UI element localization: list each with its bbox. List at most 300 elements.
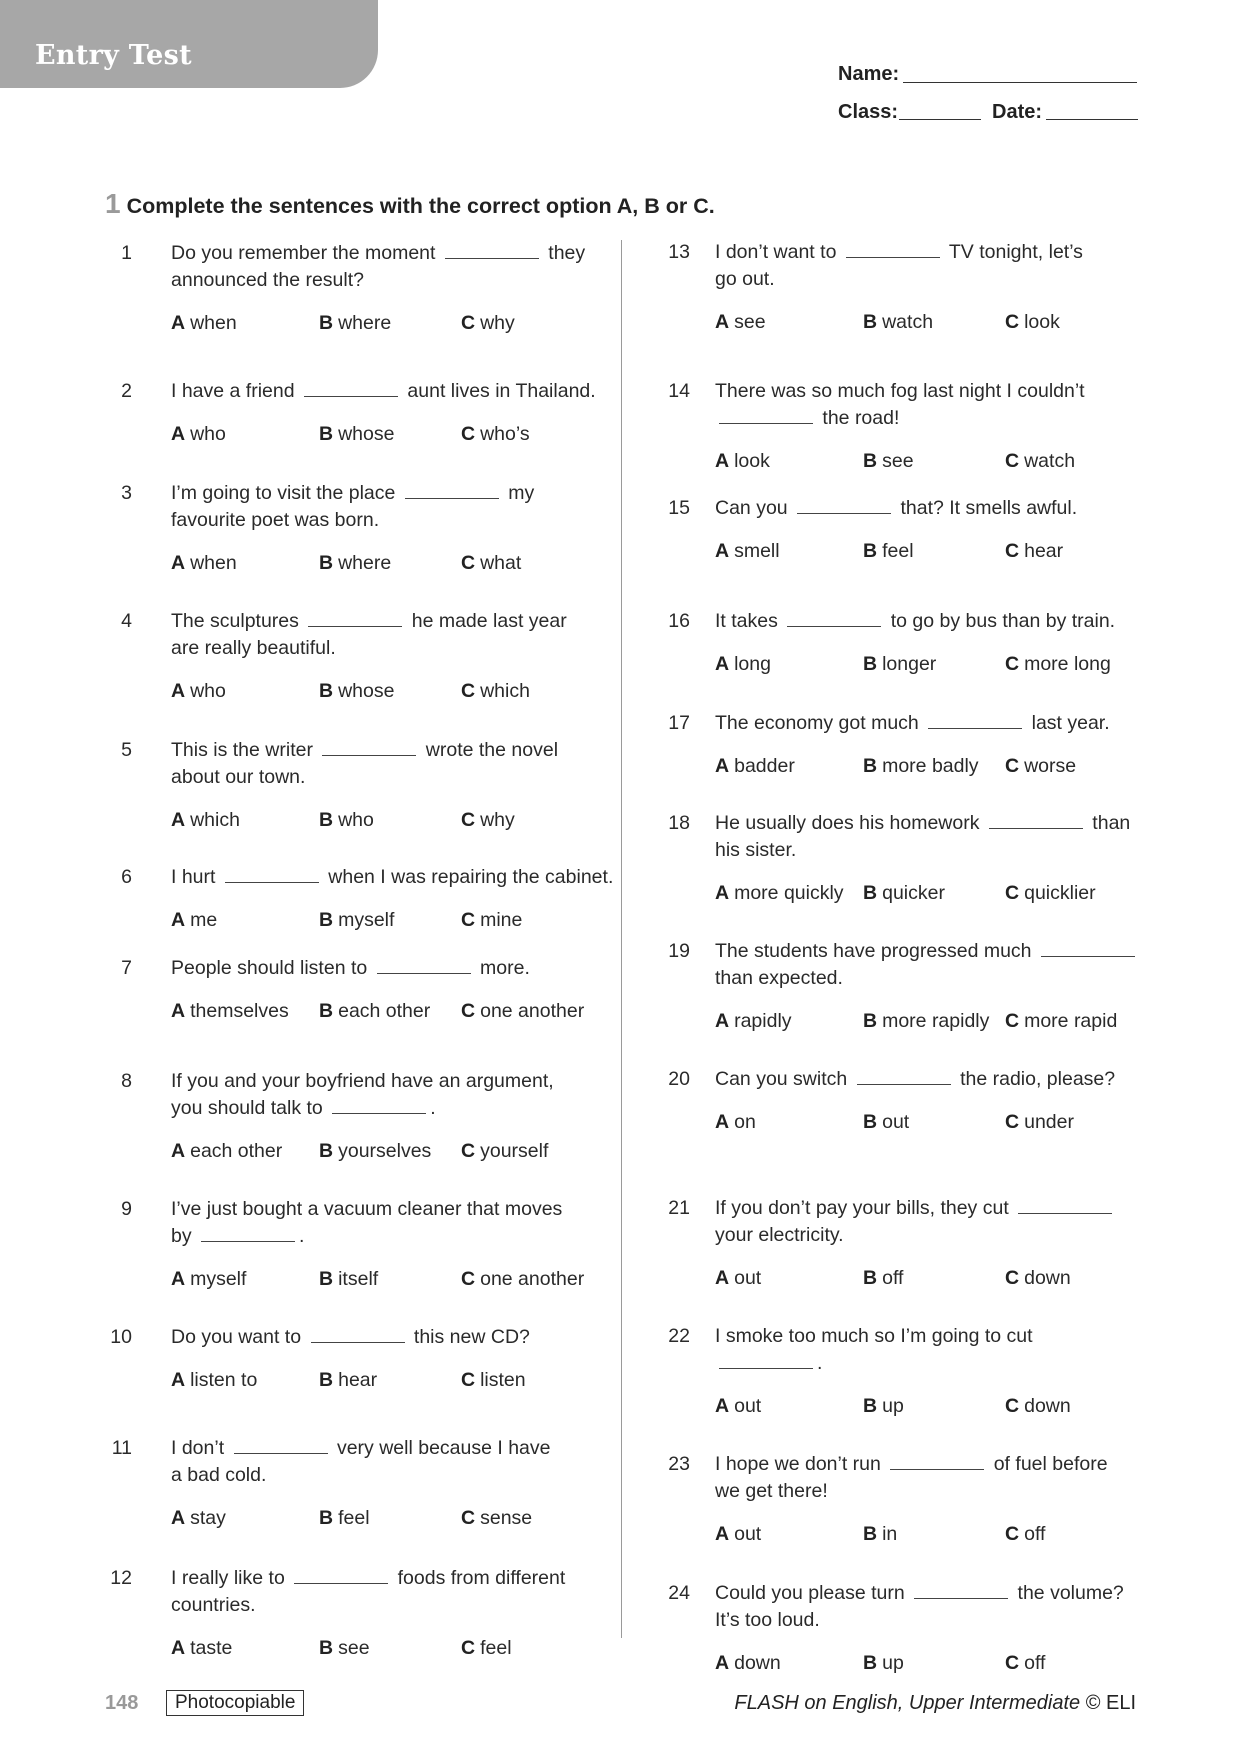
option-text: each other — [190, 1140, 283, 1162]
question-text — [171, 1462, 266, 1489]
option-letter: A — [715, 1111, 730, 1133]
question-text — [715, 1580, 1124, 1607]
answer-option[interactable] — [319, 1000, 430, 1023]
question-text-segment: go out. — [715, 268, 775, 290]
option-text: out — [734, 1267, 762, 1289]
answer-option[interactable] — [461, 1637, 512, 1660]
option-letter: B — [863, 755, 878, 777]
option-letter: C — [461, 1140, 476, 1162]
option-letter: A — [715, 653, 730, 675]
question-text-segment: favourite poet was born. — [171, 509, 380, 531]
option-letter: B — [863, 1267, 878, 1289]
question-text — [715, 1066, 1115, 1093]
answer-option[interactable] — [319, 809, 374, 832]
question-text — [171, 635, 336, 662]
option-text: listen to — [190, 1369, 258, 1391]
answer-option[interactable] — [863, 1010, 989, 1033]
option-letter: C — [1005, 1010, 1020, 1032]
option-text: which — [480, 680, 530, 702]
option-letter: B — [863, 1010, 878, 1032]
question-text-segment: his sister. — [715, 839, 797, 861]
exercise-number: 1 — [105, 188, 121, 219]
option-text: badder — [734, 755, 795, 777]
question-text — [171, 955, 530, 982]
question-number: 17 — [668, 712, 690, 734]
option-text: out — [734, 1523, 762, 1545]
option-text: why — [480, 809, 515, 831]
answer-option[interactable] — [319, 423, 394, 446]
answer-option[interactable] — [715, 1652, 781, 1675]
answer-blank[interactable] — [914, 1598, 1008, 1599]
answer-option[interactable] — [863, 653, 936, 676]
option-text: when — [190, 552, 237, 574]
question-text — [715, 965, 843, 992]
option-letter: C — [1005, 755, 1020, 777]
answer-blank[interactable] — [445, 258, 539, 259]
option-letter: A — [715, 1267, 730, 1289]
question-text — [171, 240, 585, 267]
question-text — [715, 1195, 1116, 1222]
option-text: more rapidly — [882, 1010, 990, 1032]
option-text: down — [1024, 1395, 1071, 1417]
option-letter: A — [171, 423, 186, 445]
question-text-segment: Could you please turn — [715, 1582, 911, 1604]
answer-option[interactable] — [171, 1268, 246, 1291]
answer-option[interactable] — [171, 1369, 257, 1392]
question-number: 23 — [668, 1453, 690, 1475]
question-text-segment: very well because I have — [331, 1437, 551, 1459]
option-text: mine — [480, 909, 523, 931]
question-text — [171, 737, 558, 764]
option-letter: B — [319, 1507, 334, 1529]
question-text-segment: by — [171, 1225, 198, 1247]
question-number: 10 — [110, 1326, 132, 1348]
class-field[interactable] — [899, 119, 981, 120]
answer-option[interactable] — [319, 312, 391, 335]
question-text — [715, 1350, 822, 1377]
option-text: quicklier — [1024, 882, 1096, 904]
option-letter: C — [1005, 1395, 1020, 1417]
answer-option[interactable] — [461, 423, 530, 446]
answer-option[interactable] — [171, 312, 237, 335]
option-text: worse — [1024, 755, 1077, 777]
option-text: under — [1024, 1111, 1074, 1133]
answer-option[interactable] — [319, 1369, 377, 1392]
option-letter: A — [171, 1507, 186, 1529]
question-text — [171, 1565, 565, 1592]
answer-option[interactable] — [863, 450, 914, 473]
option-text: themselves — [190, 1000, 289, 1022]
answer-option[interactable] — [461, 312, 515, 335]
question-text — [715, 405, 899, 432]
option-text: look — [1024, 311, 1060, 333]
option-letter: B — [319, 1140, 334, 1162]
question-text-segment: wrote the novel — [420, 739, 559, 761]
answer-option[interactable] — [715, 450, 770, 473]
answer-option[interactable] — [863, 1523, 897, 1546]
answer-option[interactable] — [715, 1267, 761, 1290]
answer-option[interactable] — [715, 540, 780, 563]
answer-blank[interactable] — [332, 1113, 426, 1114]
answer-option[interactable] — [715, 882, 844, 905]
question-text — [715, 1451, 1108, 1478]
answer-option[interactable] — [319, 1140, 431, 1163]
answer-option[interactable] — [461, 909, 522, 932]
option-text: itself — [338, 1268, 379, 1290]
option-text: longer — [882, 653, 937, 675]
option-letter: B — [863, 1652, 878, 1674]
photocopiable-badge: Photocopiable — [166, 1690, 304, 1716]
answer-option[interactable] — [715, 1395, 761, 1418]
answer-option[interactable] — [319, 1507, 370, 1530]
question-text-segment: It’s too loud. — [715, 1609, 820, 1631]
option-text: more quickly — [734, 882, 844, 904]
question-text — [171, 1068, 554, 1095]
option-letter: A — [715, 540, 730, 562]
answer-blank[interactable] — [377, 973, 471, 974]
question-text-segment: about our town. — [171, 766, 306, 788]
option-text: listen — [480, 1369, 526, 1391]
answer-option[interactable] — [1005, 653, 1111, 676]
option-letter: C — [461, 1637, 476, 1659]
question-text-segment: announced the result? — [171, 269, 364, 291]
option-text: whose — [338, 680, 395, 702]
option-letter: B — [319, 1369, 334, 1391]
answer-option[interactable] — [461, 1507, 532, 1530]
question-text-segment: If you don’t pay your bills, they cut — [715, 1197, 1015, 1219]
option-text: out — [734, 1395, 762, 1417]
question-text — [171, 1592, 256, 1619]
answer-option[interactable] — [715, 1111, 756, 1134]
answer-option[interactable] — [319, 680, 394, 703]
answer-option[interactable] — [863, 1267, 903, 1290]
option-letter: C — [1005, 1652, 1020, 1674]
question-number: 1 — [121, 242, 132, 264]
option-text: watch — [1024, 450, 1076, 472]
option-letter: C — [461, 1369, 476, 1391]
answer-option[interactable] — [715, 1523, 761, 1546]
option-letter: C — [1005, 1267, 1020, 1289]
option-letter: B — [863, 882, 878, 904]
question-text-segment: I smoke too much so I’m going to cut — [715, 1325, 1033, 1347]
option-text: more badly — [882, 755, 979, 777]
question-text-segment: I have a friend — [171, 380, 300, 402]
answer-option[interactable] — [171, 1637, 232, 1660]
option-letter: B — [863, 653, 878, 675]
question-text-segment: the road! — [817, 407, 900, 429]
question-text-segment: of fuel before — [988, 1453, 1108, 1475]
option-text: feel — [882, 540, 914, 562]
answer-option[interactable] — [1005, 311, 1060, 334]
answer-option[interactable] — [1005, 755, 1076, 778]
option-letter: A — [715, 882, 730, 904]
option-letter: A — [171, 1268, 186, 1290]
question-text-segment: more. — [474, 957, 530, 979]
answer-blank[interactable] — [201, 1241, 295, 1242]
question-number: 5 — [121, 739, 132, 761]
answer-blank[interactable] — [846, 257, 940, 258]
question-text-segment: last year. — [1026, 712, 1110, 734]
question-text — [171, 1223, 304, 1250]
answer-option[interactable] — [461, 809, 515, 832]
question-number: 9 — [121, 1198, 132, 1220]
option-text: yourselves — [338, 1140, 432, 1162]
class-label: Class: — [838, 101, 899, 123]
answer-option[interactable] — [1005, 1267, 1071, 1290]
question-text — [715, 710, 1110, 737]
answer-blank[interactable] — [928, 728, 1022, 729]
question-text-segment: they — [542, 242, 586, 264]
answer-blank[interactable] — [719, 1368, 813, 1369]
option-letter: A — [715, 755, 730, 777]
exercise-instruction — [105, 188, 715, 220]
option-letter: B — [863, 1111, 878, 1133]
answer-option[interactable] — [715, 311, 766, 334]
option-text: see — [882, 450, 914, 472]
answer-option[interactable] — [319, 1268, 378, 1291]
option-text: whose — [338, 423, 395, 445]
answer-option[interactable] — [319, 552, 391, 575]
question-text — [715, 938, 1139, 965]
option-text: one another — [480, 1268, 585, 1290]
question-text-segment: TV tonight, let’s — [943, 241, 1083, 263]
question-text-segment: I hope we don’t run — [715, 1453, 887, 1475]
option-text: down — [734, 1652, 781, 1674]
answer-blank[interactable] — [989, 828, 1083, 829]
answer-blank[interactable] — [304, 396, 398, 397]
answer-option[interactable] — [863, 1652, 904, 1675]
option-letter: C — [461, 423, 476, 445]
option-text: off — [1024, 1652, 1046, 1674]
question-text-segment: People should listen to — [171, 957, 373, 979]
option-letter: B — [319, 1000, 334, 1022]
question-text-segment: to go by bus than by train. — [885, 610, 1116, 632]
question-text-segment: my — [502, 482, 535, 504]
option-letter: B — [319, 423, 334, 445]
option-letter: C — [1005, 653, 1020, 675]
question-number: 14 — [668, 380, 690, 402]
option-letter: A — [715, 311, 730, 333]
question-text-segment: he made last year — [406, 610, 567, 632]
question-number: 15 — [668, 497, 690, 519]
instruction-text: Complete the sentences with the correct option A, B or C. — [126, 194, 715, 218]
answer-option[interactable] — [1005, 882, 1096, 905]
option-text: who’s — [480, 423, 530, 445]
question-text-segment: this new CD? — [408, 1326, 530, 1348]
answer-blank[interactable] — [322, 755, 416, 756]
option-text: where — [338, 312, 392, 334]
question-text — [171, 864, 613, 891]
option-letter: A — [171, 909, 186, 931]
question-text-segment: Can you — [715, 497, 794, 519]
answer-option[interactable] — [171, 1000, 289, 1023]
answer-blank[interactable] — [234, 1453, 328, 1454]
date-label: Date: — [992, 101, 1043, 123]
option-letter: C — [1005, 882, 1020, 904]
option-letter: B — [319, 1637, 334, 1659]
option-text: myself — [338, 909, 395, 931]
answer-option[interactable] — [715, 653, 771, 676]
option-text: out — [882, 1111, 910, 1133]
question-number: 21 — [668, 1197, 690, 1219]
answer-blank[interactable] — [1018, 1213, 1112, 1214]
question-text-segment: the volume? — [1012, 1582, 1124, 1604]
answer-option[interactable] — [461, 1140, 548, 1163]
question-number: 7 — [121, 957, 132, 979]
question-text-segment: This is the writer — [171, 739, 319, 761]
date-field[interactable] — [1046, 119, 1138, 120]
answer-blank[interactable] — [225, 882, 319, 883]
question-text — [715, 378, 1085, 405]
answer-option[interactable] — [171, 1507, 226, 1530]
answer-blank[interactable] — [890, 1469, 984, 1470]
answer-option[interactable] — [1005, 1395, 1071, 1418]
question-text — [171, 1324, 530, 1351]
option-text: sense — [480, 1507, 533, 1529]
question-text-segment: The sculptures — [171, 610, 305, 632]
option-letter: C — [461, 312, 476, 334]
question-text-segment: I don’t want to — [715, 241, 842, 263]
answer-option[interactable] — [863, 1395, 904, 1418]
answer-option[interactable] — [171, 909, 217, 932]
question-number: 24 — [668, 1582, 690, 1604]
answer-option[interactable] — [171, 1140, 282, 1163]
question-text-segment: your electricity. — [715, 1224, 844, 1246]
answer-option[interactable] — [171, 809, 240, 832]
question-text — [715, 1323, 1033, 1350]
question-text — [171, 1435, 551, 1462]
answer-option[interactable] — [1005, 450, 1075, 473]
answer-blank[interactable] — [311, 1342, 405, 1343]
answer-option[interactable] — [715, 1010, 792, 1033]
question-text-segment: Can you switch — [715, 1068, 853, 1090]
question-number: 20 — [668, 1068, 690, 1090]
option-text: up — [882, 1395, 904, 1417]
answer-option[interactable] — [1005, 1111, 1074, 1134]
answer-blank[interactable] — [787, 626, 881, 627]
option-text: what — [480, 552, 522, 574]
answer-option[interactable] — [863, 540, 914, 563]
option-letter: A — [171, 1637, 186, 1659]
question-text-segment: . — [817, 1352, 823, 1374]
answer-option[interactable] — [461, 1268, 584, 1291]
question-text — [171, 1196, 562, 1223]
answer-option[interactable] — [1005, 1652, 1045, 1675]
answer-blank[interactable] — [719, 423, 813, 424]
option-letter: C — [1005, 1111, 1020, 1133]
answer-option[interactable] — [863, 1111, 909, 1134]
option-letter: C — [461, 1268, 476, 1290]
name-label: Name: — [838, 63, 900, 85]
option-letter: B — [863, 450, 878, 472]
answer-option[interactable] — [461, 552, 521, 575]
answer-option[interactable] — [1005, 540, 1063, 563]
option-text: myself — [190, 1268, 247, 1290]
question-text-segment: you should talk to — [171, 1097, 329, 1119]
answer-option[interactable] — [863, 882, 945, 905]
question-text — [171, 480, 534, 507]
option-text: see — [734, 311, 766, 333]
option-text: me — [190, 909, 218, 931]
answer-blank[interactable] — [294, 1583, 388, 1584]
question-text — [715, 837, 796, 864]
option-text: when — [190, 312, 237, 334]
option-text: hear — [338, 1369, 378, 1391]
answer-option[interactable] — [863, 311, 933, 334]
option-letter: A — [171, 1000, 186, 1022]
answer-option[interactable] — [715, 755, 795, 778]
question-text-segment: Do you want to — [171, 1326, 307, 1348]
question-text-segment: If you and your boyfriend have an argument, — [171, 1070, 554, 1092]
option-text: who — [190, 423, 226, 445]
question-text-segment: I don’t — [171, 1437, 230, 1459]
option-letter: A — [715, 1395, 730, 1417]
answer-option[interactable] — [1005, 1010, 1117, 1033]
answer-blank[interactable] — [797, 513, 891, 514]
option-letter: B — [319, 909, 334, 931]
question-text — [171, 378, 596, 405]
answer-blank[interactable] — [857, 1084, 951, 1085]
answer-option[interactable] — [171, 552, 237, 575]
answer-option[interactable] — [1005, 1523, 1045, 1546]
option-letter: C — [1005, 540, 1020, 562]
question-text — [171, 764, 305, 791]
option-letter: C — [461, 809, 476, 831]
option-letter: B — [863, 1523, 878, 1545]
answer-option[interactable] — [319, 909, 394, 932]
question-number: 6 — [121, 866, 132, 888]
question-text-segment: the radio, please? — [954, 1068, 1116, 1090]
question-text-segment: countries. — [171, 1594, 256, 1616]
answer-option[interactable] — [171, 680, 226, 703]
question-text-segment: He usually does his homework — [715, 812, 985, 834]
option-text: where — [338, 552, 392, 574]
option-text: which — [190, 809, 240, 831]
question-text-segment: when I was repairing the cabinet. — [322, 866, 614, 888]
question-text-segment: Do you remember the moment — [171, 242, 441, 264]
question-text-segment: I’m going to visit the place — [171, 482, 401, 504]
answer-blank[interactable] — [1041, 956, 1135, 957]
question-text — [715, 1478, 828, 1505]
answer-option[interactable] — [461, 680, 530, 703]
question-number: 4 — [121, 610, 132, 632]
question-number: 18 — [668, 812, 690, 834]
answer-option[interactable] — [461, 1000, 584, 1023]
question-text-segment: I’ve just bought a vacuum cleaner that moves — [171, 1198, 563, 1220]
option-letter: B — [863, 540, 878, 562]
question-number: 19 — [668, 940, 690, 962]
answer-blank[interactable] — [308, 626, 402, 627]
option-text: rapidly — [734, 1010, 792, 1032]
question-text-segment: than expected. — [715, 967, 843, 989]
name-field[interactable] — [903, 82, 1137, 83]
question-text-segment: The economy got much — [715, 712, 925, 734]
answer-option[interactable] — [863, 755, 979, 778]
answer-option[interactable] — [171, 423, 226, 446]
answer-option[interactable] — [319, 1637, 370, 1660]
answer-option[interactable] — [461, 1369, 526, 1392]
question-text — [715, 239, 1083, 266]
option-letter: B — [319, 1268, 334, 1290]
question-text — [715, 495, 1077, 522]
header-tab — [0, 0, 378, 88]
option-letter: B — [319, 809, 334, 831]
option-letter: C — [461, 1507, 476, 1529]
question-text — [171, 507, 379, 534]
option-letter: A — [171, 1369, 186, 1391]
option-text: yourself — [480, 1140, 549, 1162]
answer-blank[interactable] — [405, 498, 499, 499]
